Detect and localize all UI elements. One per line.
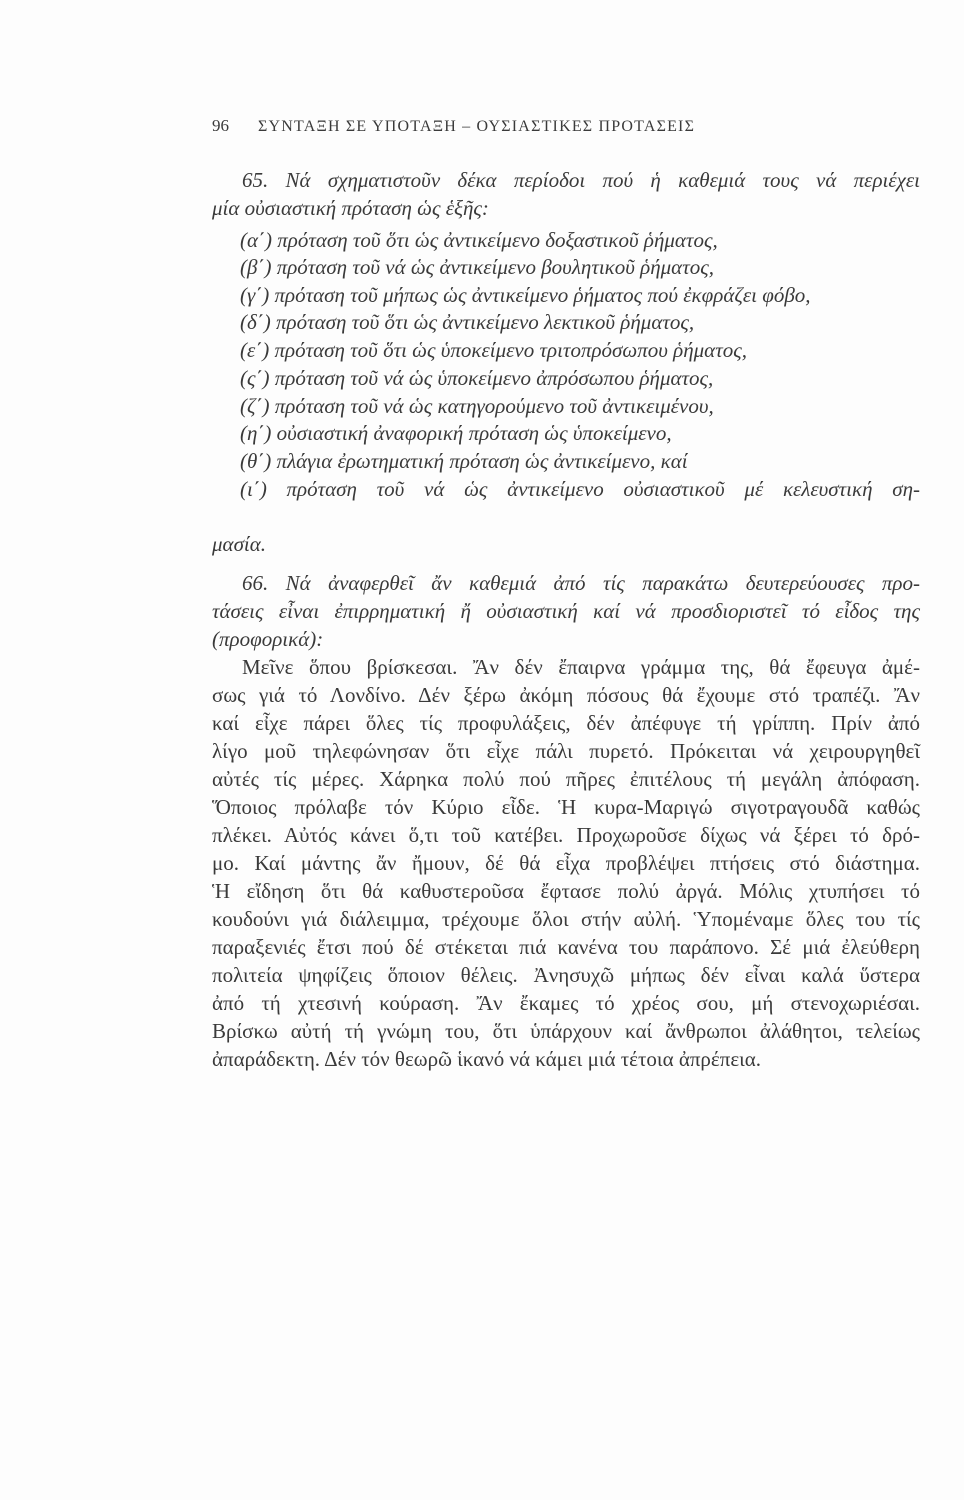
exercise-65-item: (δ΄) πρόταση τοῦ ὅτι ὡς ἀντικείμενο λεκτικοῦ ῥήματος,: [240, 310, 695, 334]
exercise-65-item: (ι΄) πρόταση τοῦ νά ὡς ἀντικείμενο οὐσιαστικοῦ μέ κελευστική ση-: [240, 477, 920, 501]
exercise-66-sentence-line: πολιτεία ψηφίζεις ὅποιον θέλεις. Ἀνησυχῶ μήπως δέν εἶναι καλά ὕστερα: [212, 963, 920, 987]
exercise-65-item: (α΄) πρόταση τοῦ ὅτι ὡς ἀντικείμενο δοξαστικοῦ ῥήματος,: [240, 228, 718, 252]
exercise-66-sentence-line: Ἡ εἴδηση ὅτι θά καθυστεροῦσα ἔφτασε πολύ ἀργά. Μόλις χτυπήσει τό: [212, 879, 920, 903]
exercise-65-item: (ζ΄) πρόταση τοῦ νά ὡς κατηγορούμενο τοῦ ἀντικειμένου,: [240, 394, 714, 418]
exercise-65-item: (ς΄) πρόταση τοῦ νά ὡς ὑποκείμενο ἀπρόσωπου ῥήματος,: [240, 366, 714, 390]
exercise-65-item: (θ΄) πλάγια ἐρωτηματική πρόταση ὡς ἀντικείμενο, καί: [240, 449, 688, 473]
exercise-66-text: (προφορικά):: [212, 627, 324, 651]
exercise-66-sentence-line: πλέκει. Αὐτός κάνει ὅ,τι τοῦ κατέβει. Προχωροῦσε δίχως νά ξέρει τό δρό-: [212, 823, 920, 847]
exercise-66-sentence-line: λίγο μοῦ τηλεφώνησαν ὅτι εἶχε πάλι πυρετό. Πρόκειται νά χειρουργηθεῖ: [212, 739, 920, 763]
exercise-65-item: (η΄) οὐσιαστική ἀναφορική πρόταση ὡς ὑποκείμενο,: [240, 421, 672, 445]
exercise-65-item: μασία.: [212, 532, 267, 556]
exercise-66-sentence-line: Μεῖνε ὅπου βρίσκεσαι. Ἄν δέν ἔπαιρνα γράμμα της, θά ἔφευγα ἀμέ-: [242, 655, 920, 679]
exercise-66-sentence-line: ἀπό τή χτεσινή κούραση. Ἄν ἔκαμες τό χρέος σου, μή στενοχωριέσαι.: [212, 991, 920, 1015]
exercise-66-sentence-line: ἀπαράδεκτη. Δέν τόν θεωρῶ ἱκανό νά κάμει μιά τέτοια ἀπρέπεια.: [212, 1047, 762, 1071]
exercise-66-sentence-line: Βρίσκω αὐτή τή γνώμη του, ὅτι ὑπάρχουν καί ἄνθρωποι ἀλάθητοι, τελείως: [212, 1019, 920, 1043]
exercise-66-sentence-line: παραξενιές ἔτσι πού δέ στέκεται πιά κανένα του παράπονο. Σέ μιά ἐλεύθερη: [212, 935, 920, 959]
exercise-65-item: (ε΄) πρόταση τοῦ ὅτι ὡς ὑποκείμενο τριτοπρόσωπου ῥήματος,: [240, 338, 747, 362]
exercise-66-sentence-line: καί εἶχε πάρει ὅλες τίς προφυλάξεις, δέν ἀπέφυγε τή γρίππη. Πρίν ἀπό: [212, 711, 920, 735]
page-number: 96: [212, 116, 229, 135]
exercise-66-sentence-line: Ὅποιος πρόλαβε τόν Κύριο εἶδε. Ἡ κυρα-Μαριγώ σιγοτραγουδᾶ καθώς: [212, 795, 920, 819]
exercise-66-sentence-line: μο. Καί μάντης ἄν ἤμουν, δέ θά εἶχα προβλέψει πτήσεις στό διάστημα.: [212, 851, 920, 875]
exercise-66-text: τάσεις εἶναι ἐπιρρηματική ἤ οὐσιαστική καί νά προσδιοριστεῖ τό εἶδος της: [212, 599, 920, 623]
exercise-65-text: μία οὐσιαστική πρόταση ὡς ἑξῆς:: [212, 196, 489, 220]
exercise-66-sentence-line: κουδούνι γιά διάλειμμα, τρέχουμε ὅλοι στήν αὐλή. Ὑπομέναμε ὅλες του τίς: [212, 907, 920, 931]
exercise-66-sentence-line: αὐτές τίς μέρες. Χάρηκα πολύ πού πῆρες ἐπιτέλους τή μεγάλη ἀπόφαση.: [212, 767, 920, 791]
exercise-65-item: (γ΄) πρόταση τοῦ μήπως ὡς ἀντικείμενο ῥήματος πού ἐκφράζει φόβο,: [240, 283, 811, 307]
running-head: ΣΥΝΤΑΞΗ ΣΕ ΥΠΟΤΑΞΗ – ΟΥΣΙΑΣΤΙΚΕΣ ΠΡΟΤΑΣΕΙΣ: [258, 118, 696, 135]
exercise-66-text: 66. Νά ἀναφερθεῖ ἄν καθεμιά ἀπό τίς παρακάτω δευτερεύουσες προ-: [242, 571, 920, 595]
exercise-65-item: (β΄) πρόταση τοῦ νά ὡς ἀντικείμενο βουλητικοῦ ῥήματος,: [240, 255, 714, 279]
exercise-65-text: 65. Νά σχηματιστοῦν δέκα περίοδοι πού ἡ καθεμιά τους νά περιέχει: [242, 168, 920, 192]
exercise-66-sentence-line: σως γιά τό Λονδίνο. Δέν ξέρω ἀκόμη πόσους θά ἔχουμε στό τραπέζι. Ἄν: [212, 683, 920, 707]
